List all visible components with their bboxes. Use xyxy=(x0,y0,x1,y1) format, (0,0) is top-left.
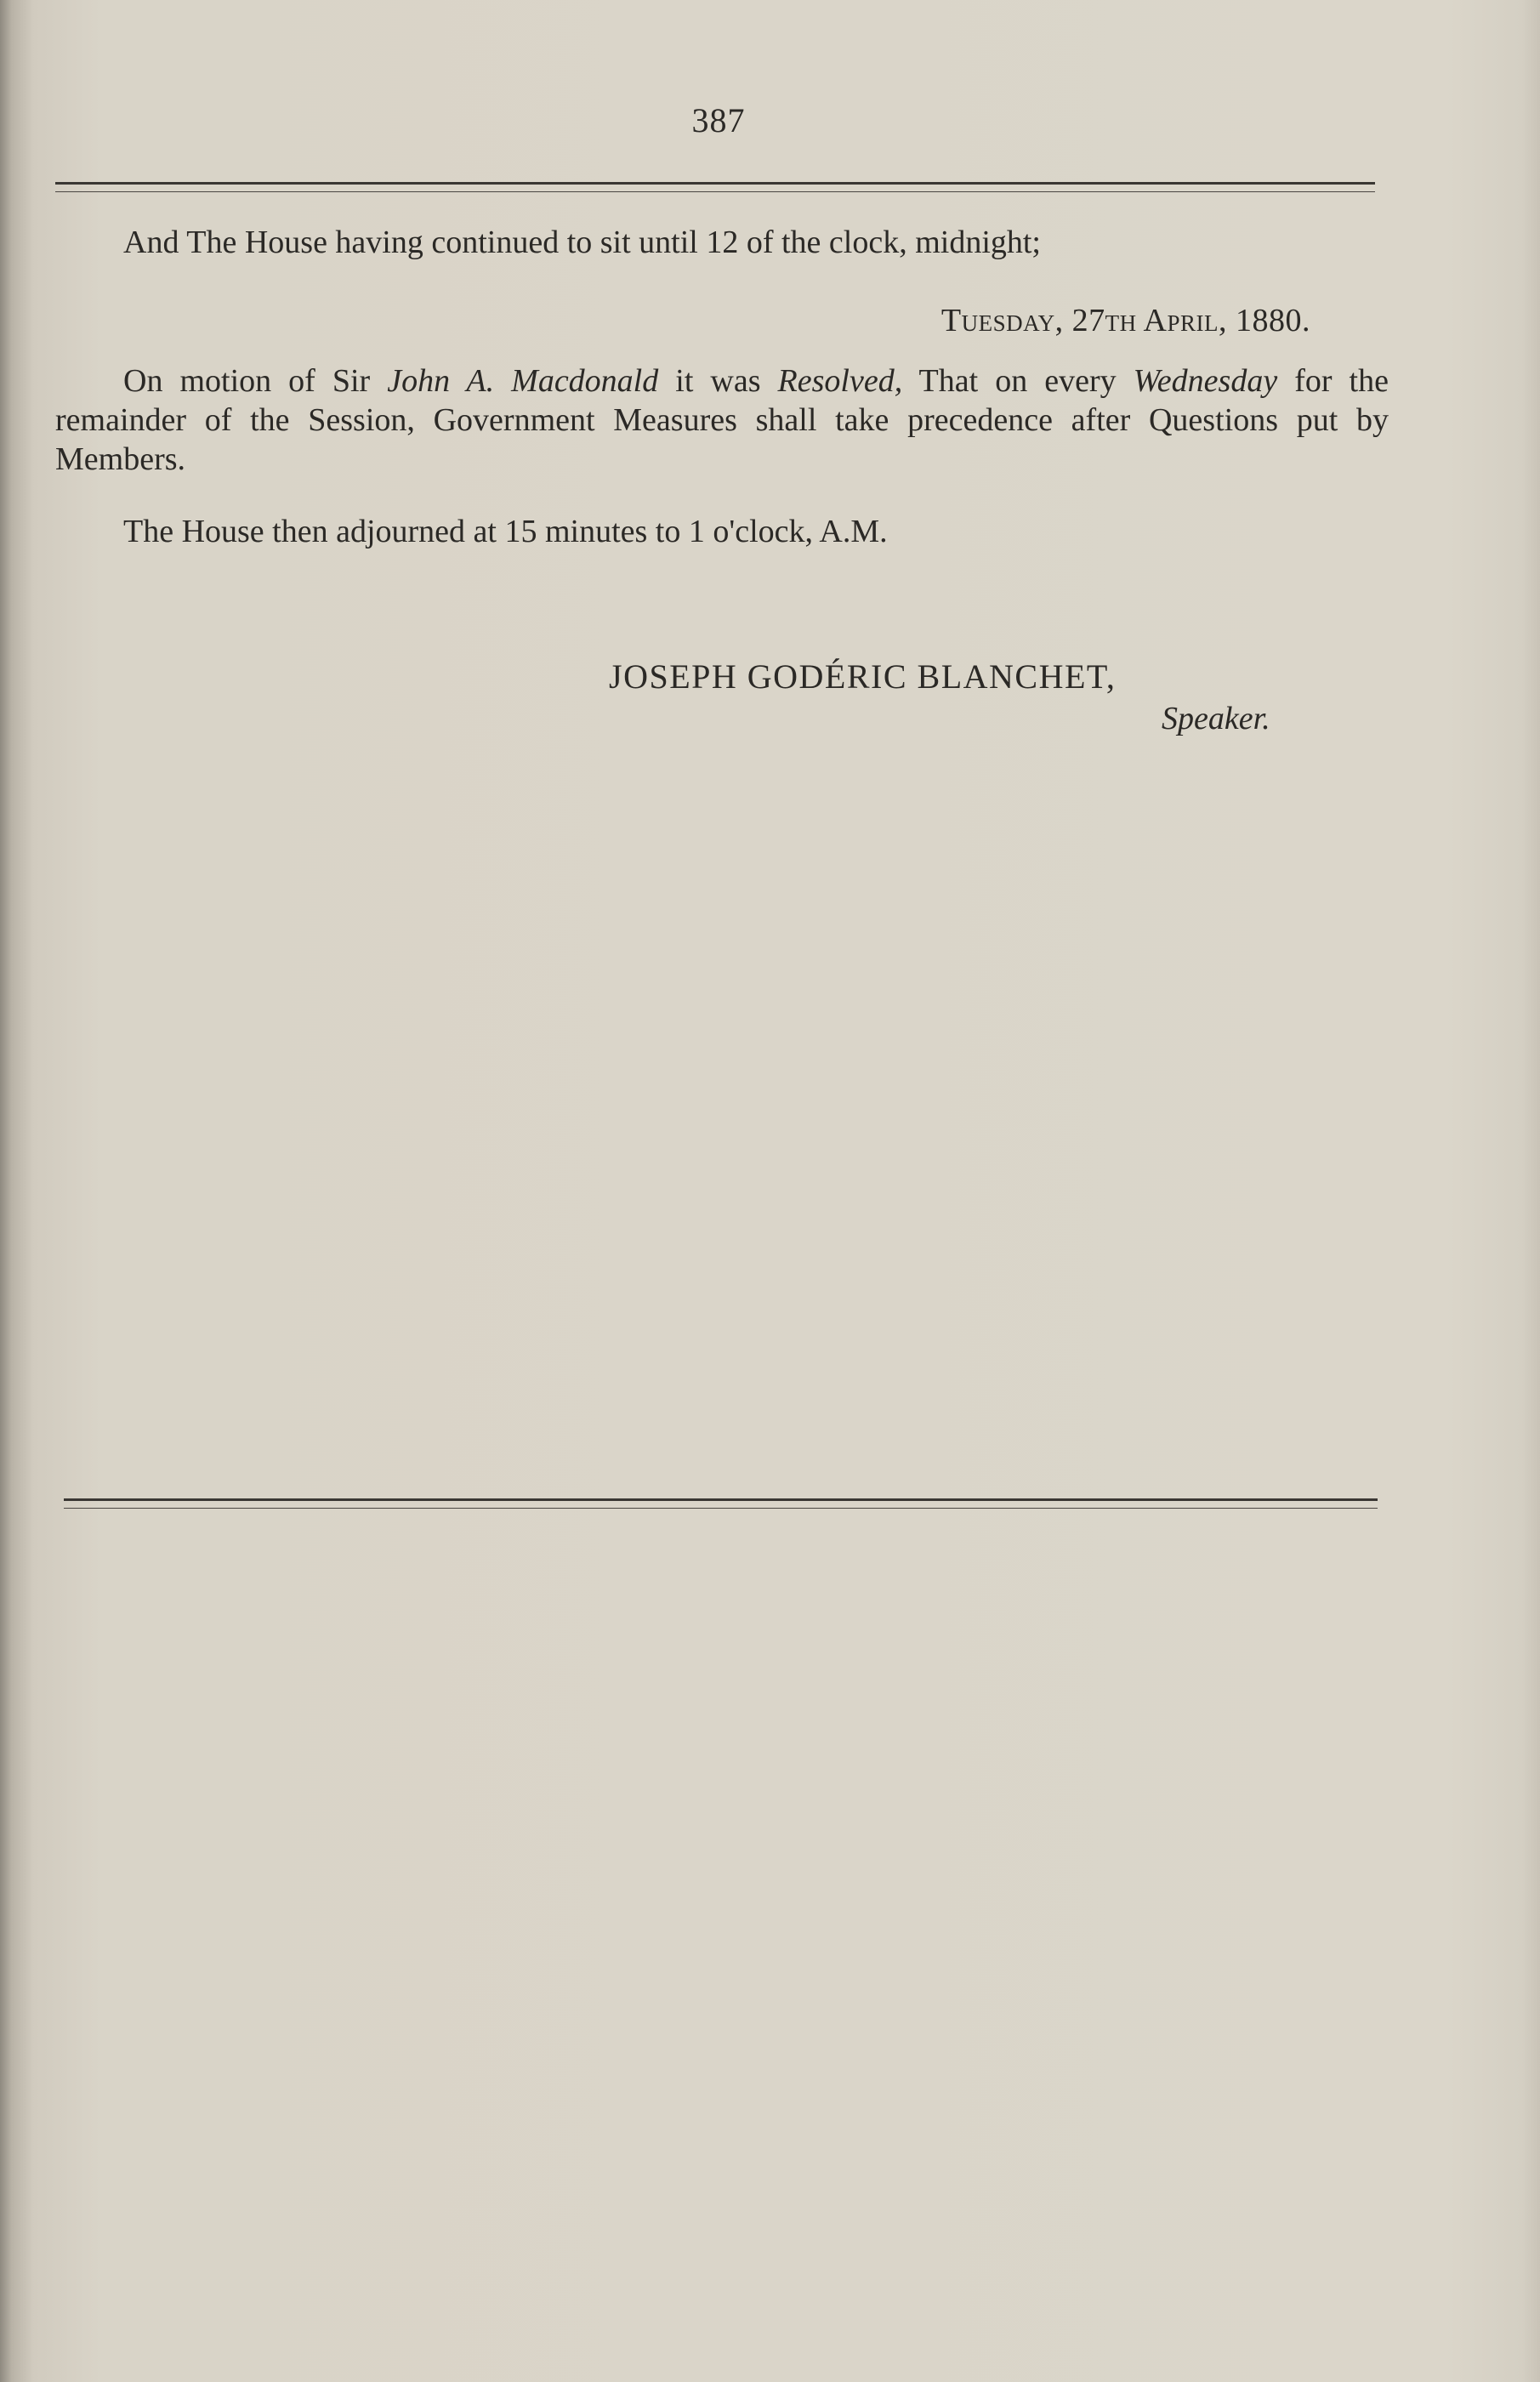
signature-title: Speaker. xyxy=(1162,701,1270,736)
signature-name: JOSEPH GODÉRIC BLANCHET, xyxy=(609,657,1117,696)
bottom-double-rule xyxy=(64,1498,1378,1509)
paragraph-adjournment: The House then adjourned at 15 minutes to 1 o'clock, A.M. xyxy=(123,514,888,549)
dateline: Tuesday, 27th April, 1880. xyxy=(940,303,1310,338)
weekday-word: Wednesday xyxy=(1133,363,1278,399)
motion-text-1: On motion of Sir xyxy=(123,363,388,399)
page-number: 387 xyxy=(691,101,746,139)
paragraph-sitting-continued: And The House having continued to sit until 12 of the clock, midnight; xyxy=(123,225,1041,260)
top-double-rule xyxy=(55,182,1375,192)
motion-text-4: for the remainder of the Session, Government Measures shall take precedence after Questions put by Members. xyxy=(55,363,1389,477)
member-name: John A. Macdonald xyxy=(387,363,659,399)
paragraph-motion xyxy=(55,361,1389,479)
resolved-word: Resolved, xyxy=(777,363,903,399)
motion-text-2: it was xyxy=(658,363,778,399)
motion-text-3: That on every xyxy=(902,363,1134,399)
